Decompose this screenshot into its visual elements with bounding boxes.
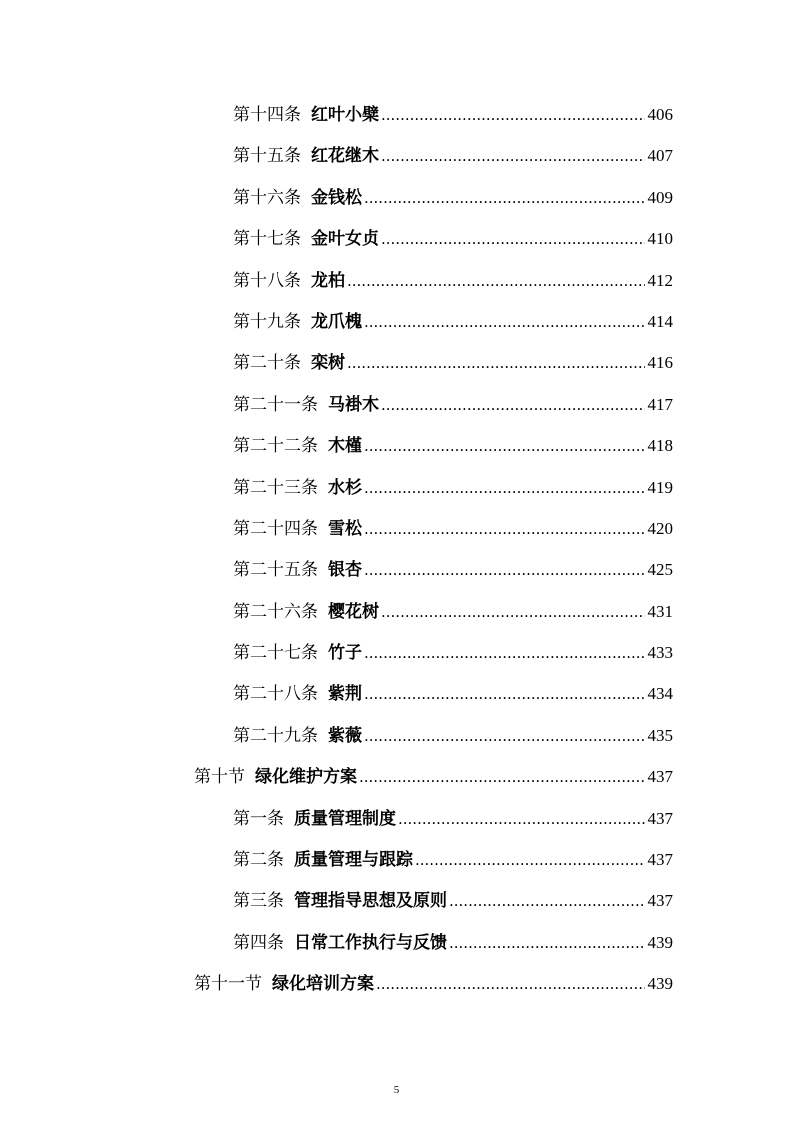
- toc-entry-title: 龙爪槐: [311, 311, 362, 332]
- toc-entry-page: 437: [647, 891, 673, 911]
- toc-entry-page: 419: [647, 477, 673, 497]
- toc-entry-page: 406: [647, 105, 673, 124]
- toc-dot-leader: [364, 644, 645, 662]
- toc-entry[interactable]: [0, 543, 793, 584]
- toc-dot-leader: [381, 106, 645, 124]
- toc-entry[interactable]: [0, 585, 793, 626]
- toc-entry[interactable]: [0, 874, 793, 915]
- toc-entry[interactable]: [0, 916, 793, 957]
- toc-entry[interactable]: [0, 502, 793, 543]
- toc-entry-title: 绿化维护方案: [255, 767, 357, 788]
- toc-entry[interactable]: [0, 88, 793, 129]
- toc-entry-number: 第十四条: [233, 105, 301, 125]
- toc-entry-page: 420: [647, 518, 673, 538]
- toc-entry[interactable]: [0, 336, 793, 377]
- toc-entry-number: 第二十五条: [233, 560, 318, 581]
- toc-dot-leader: [347, 354, 645, 372]
- toc-entry-title: 马褂木: [328, 394, 379, 415]
- toc-entry-page: 437: [647, 808, 673, 828]
- toc-entry-page: 437: [647, 767, 673, 787]
- toc-entry-number: 第二十七条: [233, 643, 318, 664]
- toc-entry-page: 410: [647, 229, 673, 249]
- toc-entry[interactable]: [0, 295, 793, 336]
- toc-entry-page: 437: [647, 850, 673, 870]
- toc-entry-number: 第十七条: [233, 229, 301, 250]
- toc-entry[interactable]: [0, 667, 793, 708]
- toc-entry-number: 第二十九条: [233, 725, 318, 746]
- toc-entry-title: 金钱松: [311, 187, 362, 208]
- toc-dot-leader: [398, 810, 645, 828]
- toc-entry-page: 417: [647, 394, 673, 414]
- toc-entry-title: 管理指导思想及原则: [294, 891, 447, 912]
- toc-entry-page: 409: [647, 187, 673, 207]
- toc-section-entry[interactable]: [0, 957, 793, 998]
- toc-entry-number: 第三条: [233, 891, 284, 912]
- toc-entry-page: 425: [647, 560, 673, 580]
- toc-entry-title: 金叶女贞: [311, 229, 379, 250]
- toc-entry-title: 雪松: [328, 518, 362, 539]
- toc-entry[interactable]: [0, 254, 793, 295]
- toc-entry-number: 第十五条: [233, 146, 301, 167]
- toc-dot-leader: [415, 851, 645, 869]
- toc-entry-title: 日常工作执行与反馈: [294, 932, 447, 953]
- toc-entry-page: 418: [647, 436, 673, 456]
- toc-entry-number: 第二十六条: [233, 601, 318, 622]
- toc-entry-title: 红花继木: [311, 146, 379, 167]
- toc-dot-leader: [381, 603, 645, 621]
- toc-entry-page: 434: [647, 684, 673, 704]
- toc-dot-leader: [364, 561, 645, 579]
- toc-entry-page: 439: [647, 974, 673, 994]
- toc-entry-page: 416: [647, 353, 673, 373]
- toc-entry-title: 绿化培训方案: [272, 974, 374, 995]
- toc-dot-leader: [381, 396, 645, 414]
- toc-entry-title: 紫荆: [328, 684, 362, 705]
- toc-entry-title: 质量管理制度: [294, 808, 396, 829]
- toc-entry-number: 第二十二条: [233, 436, 318, 457]
- toc-entry-page: 412: [647, 270, 673, 290]
- toc-dot-leader: [364, 685, 645, 703]
- toc-entry-page: 435: [647, 725, 673, 745]
- toc-entry-number: 第二十条: [233, 353, 301, 374]
- toc-entry-number: 第二十一条: [233, 394, 318, 415]
- toc-entry-title: 银杏: [328, 560, 362, 581]
- toc-entry[interactable]: [0, 461, 793, 502]
- toc-entry-title: 樱花树: [328, 601, 379, 622]
- toc-dot-leader: [381, 147, 645, 165]
- toc-entry-page: 414: [647, 311, 673, 331]
- toc-section-entry[interactable]: [0, 750, 793, 791]
- toc-entry[interactable]: [0, 709, 793, 750]
- toc-entry[interactable]: [0, 171, 793, 212]
- toc-entry-title: 栾树: [311, 353, 345, 374]
- toc-entry-page: 407: [647, 146, 673, 166]
- toc-entry-title: 水杉: [328, 477, 362, 498]
- toc-entry-title: 质量管理与跟踪: [294, 850, 413, 871]
- toc-dot-leader: [364, 437, 645, 455]
- toc-entry[interactable]: [0, 792, 793, 833]
- toc-dot-leader: [449, 934, 645, 952]
- toc-entry-title: 红叶小檗: [311, 105, 379, 125]
- toc-entry[interactable]: [0, 833, 793, 874]
- toc-entry-number: 第二十三条: [233, 477, 318, 498]
- toc-entry-number: 第一条: [233, 808, 284, 829]
- toc-entry-title: 木槿: [328, 436, 362, 457]
- toc-entry-page: 431: [647, 601, 673, 621]
- toc-entry-number: 第十六条: [233, 187, 301, 208]
- toc-entry-number: 第四条: [233, 932, 284, 953]
- toc-entry-number: 第二十八条: [233, 684, 318, 705]
- toc-entry-number: 第十九条: [233, 311, 301, 332]
- toc-dot-leader: [376, 975, 645, 993]
- toc-entry-title: 龙柏: [311, 270, 345, 291]
- toc-dot-leader: [381, 230, 645, 248]
- toc-entry-title: 竹子: [328, 643, 362, 664]
- toc-entry-number: 第十一节: [194, 974, 262, 995]
- toc-dot-leader: [449, 892, 645, 910]
- toc-entry[interactable]: [0, 419, 793, 460]
- toc-entry[interactable]: [0, 129, 793, 170]
- toc-dot-leader: [347, 272, 645, 290]
- toc-entry-title: 紫薇: [328, 725, 362, 746]
- toc-entry-number: 第十节: [194, 767, 245, 788]
- page-number: 5: [393, 1084, 400, 1096]
- toc-entry-number: 第二十四条: [233, 518, 318, 539]
- toc-entry[interactable]: [0, 626, 793, 667]
- toc-entry-number: 第十八条: [233, 270, 301, 291]
- table-of-contents: [0, 88, 793, 999]
- toc-entry-page: 433: [647, 643, 673, 663]
- toc-dot-leader: [364, 479, 645, 497]
- toc-entry-number: 第二条: [233, 850, 284, 871]
- toc-dot-leader: [359, 768, 645, 786]
- toc-entry[interactable]: [0, 378, 793, 419]
- toc-dot-leader: [364, 520, 645, 538]
- toc-entry[interactable]: [0, 212, 793, 253]
- toc-entry-page: 439: [647, 932, 673, 952]
- toc-dot-leader: [364, 727, 645, 745]
- toc-dot-leader: [364, 313, 645, 331]
- toc-dot-leader: [364, 189, 645, 207]
